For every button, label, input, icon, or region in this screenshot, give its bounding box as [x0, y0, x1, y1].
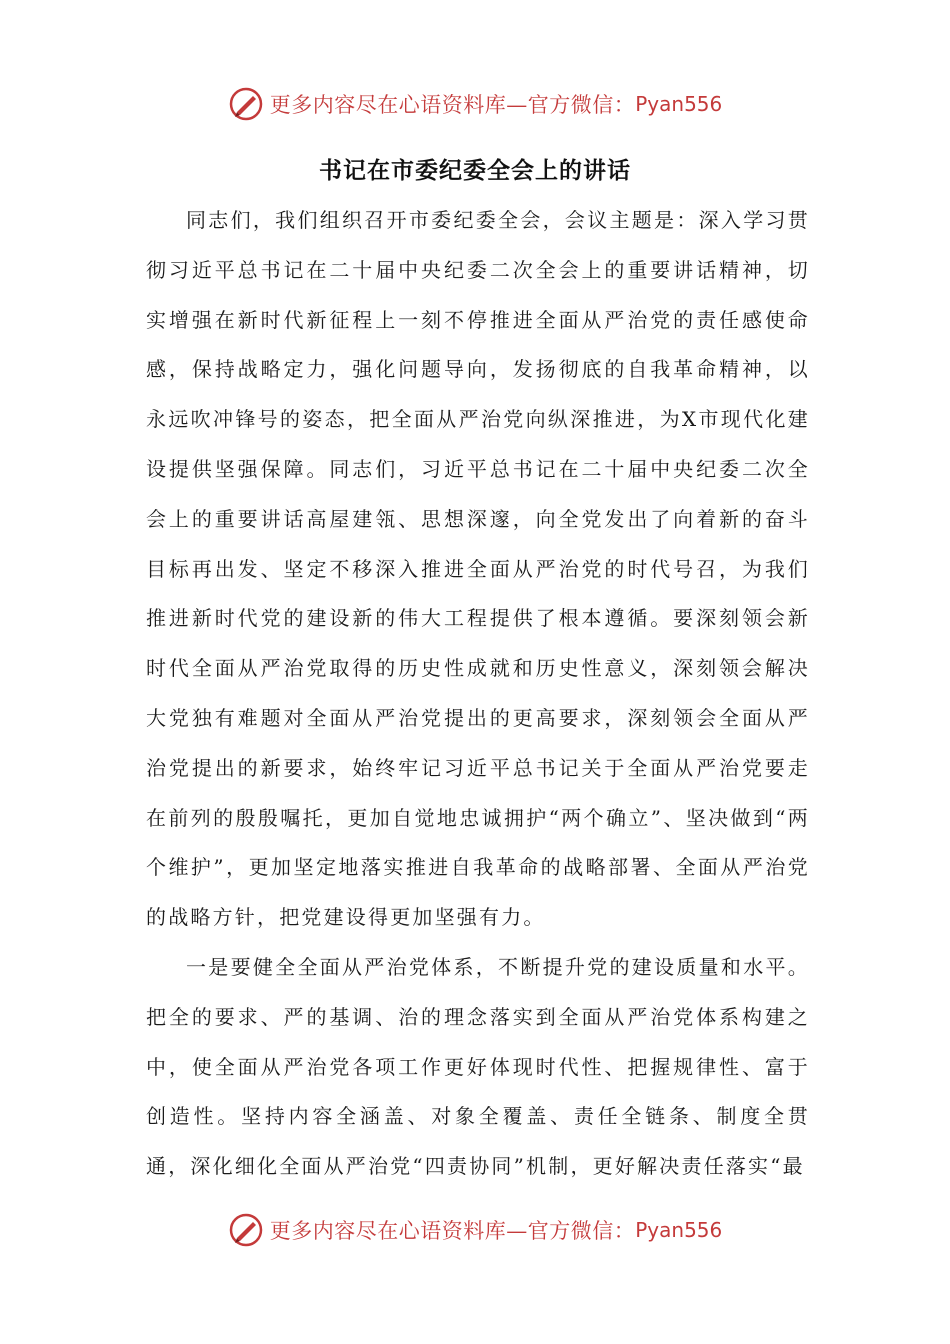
paragraph: 一是要健全全面从严治党体系，不断提升党的建设质量和水平。把全的要求、严的基调、治的理念落实到全面从严治党体系构建之中，使全面从严治党各项工作更好体现时代性、把握规律性、富于创造性。坚持内容全涵盖、对象全覆盖、责任全链条、制度全贯通，深化细化全面从严治党“四责协同”机制，更好解决责任落实“最 [146, 954, 810, 1179]
paragraph: 同志们，我们组织召开市委纪委全会，会议主题是：深入学习贯彻习近平总书记在二十届中央纪委二次全会上的重要讲话精神，切实增强在新时代新征程上一刻不停推进全面从严治党的责任感使命感，保持战略定力，强化问题导向，发扬彻底的自我革命精神，以永远吹冲锋号的姿态，把全面从严治党向纵深推进，为X市现代化建设提供坚强保障。同志们，习近平总书记在二十届中央纪委二次全会上的重要讲话高屋建瓴、思想深邃，向全党发出了向着新的奋斗目标再出发、坚定不移深入推进全面从严治党的时代号召，为我们推进新时代党的建设新的伟大工程提供了根本遵循。要深刻领会新时代全面从严治党取得的历史性成就和历史性意义，深刻领会解决大党独有难题对全面从严治党提出的更高要求，深刻领会全面从严治党提出的新要求，始终牢记习近平总书记关于全面从严治党要走在前列的殷殷嘱托，更加自觉地忠诚拥护“两个确立”、坚决做到“两个维护”，更加坚定地落实推进自我革命的战略部署、全面从严治党的战略方针，把党建设得更加坚强有力。 [146, 208, 810, 930]
document-body [146, 196, 810, 1192]
pen-logo-icon [228, 1212, 264, 1248]
document-title: 书记在市委纪委全会上的讲话 [319, 158, 631, 184]
banner-text: 更多内容尽在心语资料库—官方微信： [269, 93, 636, 117]
banner-wechat-id: Pyan556 [635, 92, 723, 116]
pen-logo-icon [228, 86, 264, 122]
banner-wechat-id: Pyan556 [635, 1218, 723, 1242]
watermark-banner-top [0, 84, 950, 124]
watermark-banner-bottom [0, 1210, 950, 1250]
banner-text: 更多内容尽在心语资料库—官方微信： [269, 1219, 636, 1243]
